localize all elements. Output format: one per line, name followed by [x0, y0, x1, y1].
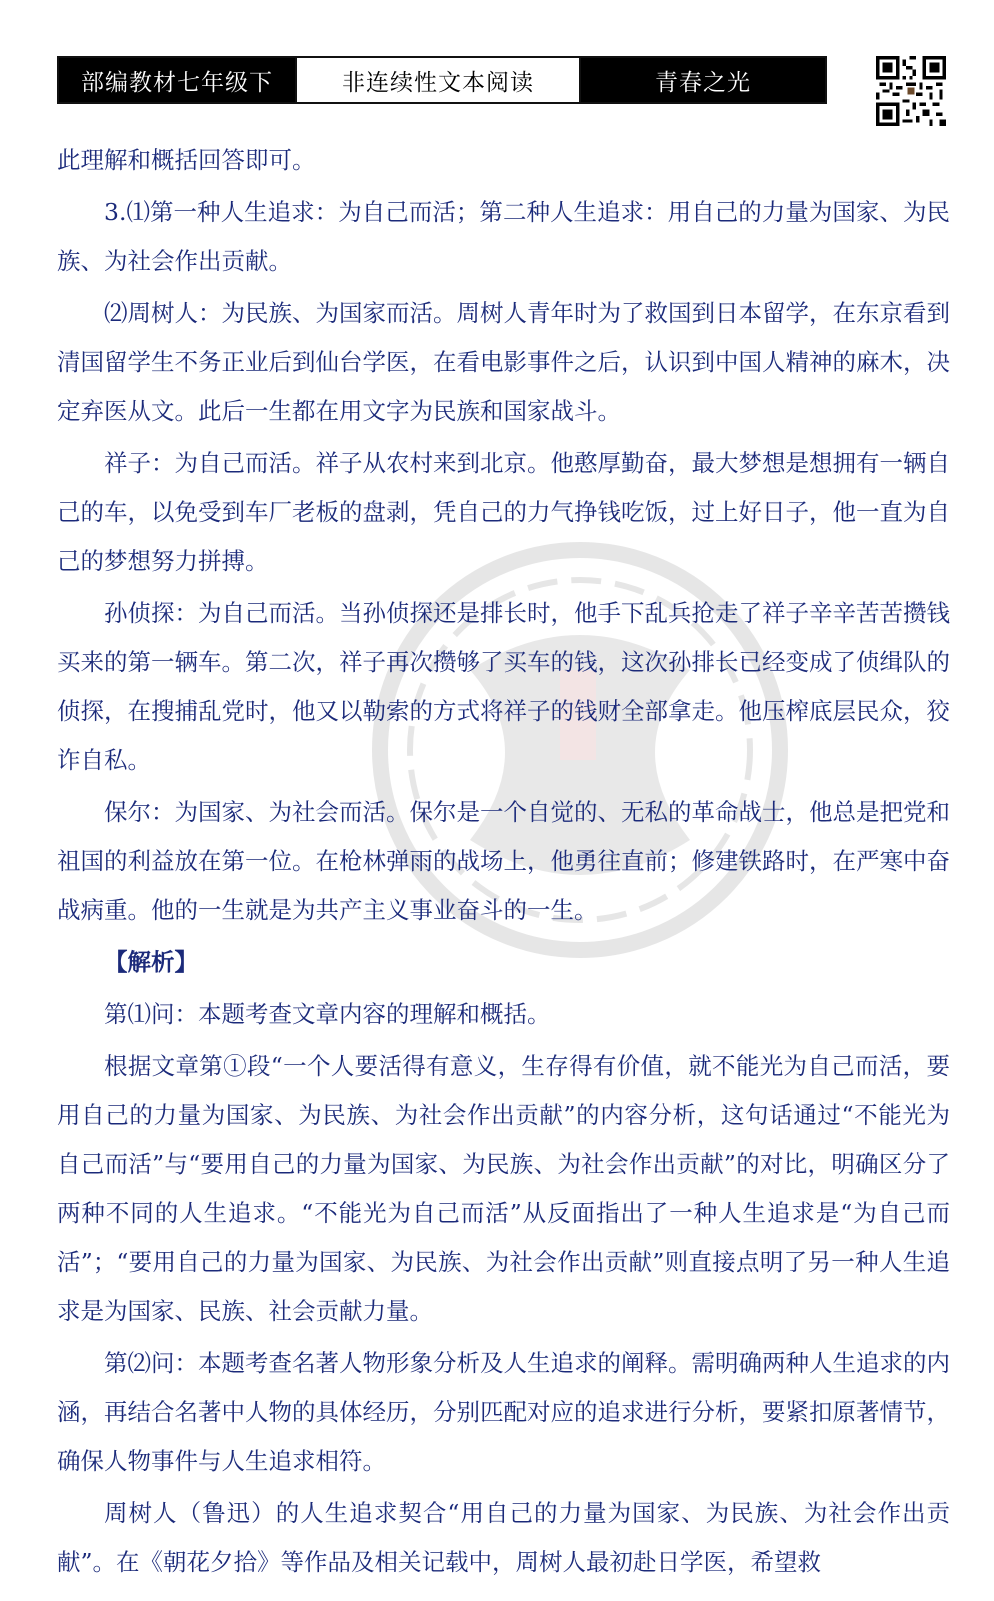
paragraph: 孙侦探：为自己而活。当孙侦探还是排长时，他手下乱兵抢走了祥子辛辛苦苦攒钱买来的第一辆车。第二次，祥子再次攒够了买车的钱，这次孙排长已经变成了侦缉队的侦探，在搜捕乱党时，他又以勒索的方式将祥子的钱财全部拿走。他压榨底层民众，狡诈自私。 — [57, 599, 950, 774]
paragraph: 此理解和概括回答即可。 — [57, 146, 316, 174]
header-unit-label: 青春之光 — [581, 58, 825, 102]
paragraph: 根据文章第①段“一个人要活得有意义，生存得有价值，就不能光为自己而活，要用自己的力量为国家、为民族、为社会作出贡献”的内容分析，这句话通过“不能光为自己而活”与“要用自己的力量为国家、为民族、为社会作出贡献”的对比，明确区分了两种不同的人生追求。“不能光为自己而活”从反面指出了一种人生追求是“为自己而活”；“要用自己的力量为国家、为民族、为社会作出贡献”则直接点明了另一种人生追求是为国家、民族、社会贡献力量。 — [57, 1052, 950, 1325]
paragraph: 第⑴问：本题考查文章内容的理解和概括。 — [104, 1000, 551, 1028]
analysis-heading: 【解析】 — [104, 948, 198, 976]
qr-code-icon — [876, 56, 946, 126]
header-bar — [57, 56, 827, 104]
paragraph: 保尔：为国家、为社会而活。保尔是一个自觉的、无私的革命战士，他总是把党和祖国的利益放在第一位。在枪林弹雨的战场上，他勇往直前；修建铁路时，在严寒中奋战病重。他的一生就是为共产主义事业奋斗的一生。 — [57, 798, 950, 924]
header-topic-label: 非连续性文本阅读 — [295, 58, 581, 102]
answer-content — [57, 136, 950, 1590]
paragraph: 3.⑴第一种人生追求：为自己而活；第二种人生追求：用自己的力量为国家、为民族、为社会作出贡献。 — [57, 198, 950, 275]
paragraph: 第⑵问：本题考查名著人物形象分析及人生追求的阐释。需明确两种人生追求的内涵，再结合名著中人物的具体经历，分别匹配对应的追求进行分析，要紧扣原著情节，确保人物事件与人生追求相符。 — [57, 1349, 950, 1475]
paragraph: 祥子：为自己而活。祥子从农村来到北京。他憨厚勤奋，最大梦想是想拥有一辆自己的车，以免受到车厂老板的盘剥，凭自己的力气挣钱吃饭，过上好日子，他一直为自己的梦想努力拼搏。 — [57, 449, 950, 575]
paragraph: 周树人（鲁迅）的人生追求契合“用自己的力量为国家、为民族、为社会作出贡献”。在《朝花夕拾》等作品及相关记载中，周树人最初赴日学医，希望救 — [57, 1499, 950, 1576]
paragraph: ⑵周树人：为民族、为国家而活。周树人青年时为了救国到日本留学，在东京看到清国留学生不务正业后到仙台学医，在看电影事件之后，认识到中国人精神的麻木，决定弃医从文。此后一生都在用文字为民族和国家战斗。 — [57, 299, 950, 425]
header-textbook-label: 部编教材七年级下 — [59, 58, 295, 102]
